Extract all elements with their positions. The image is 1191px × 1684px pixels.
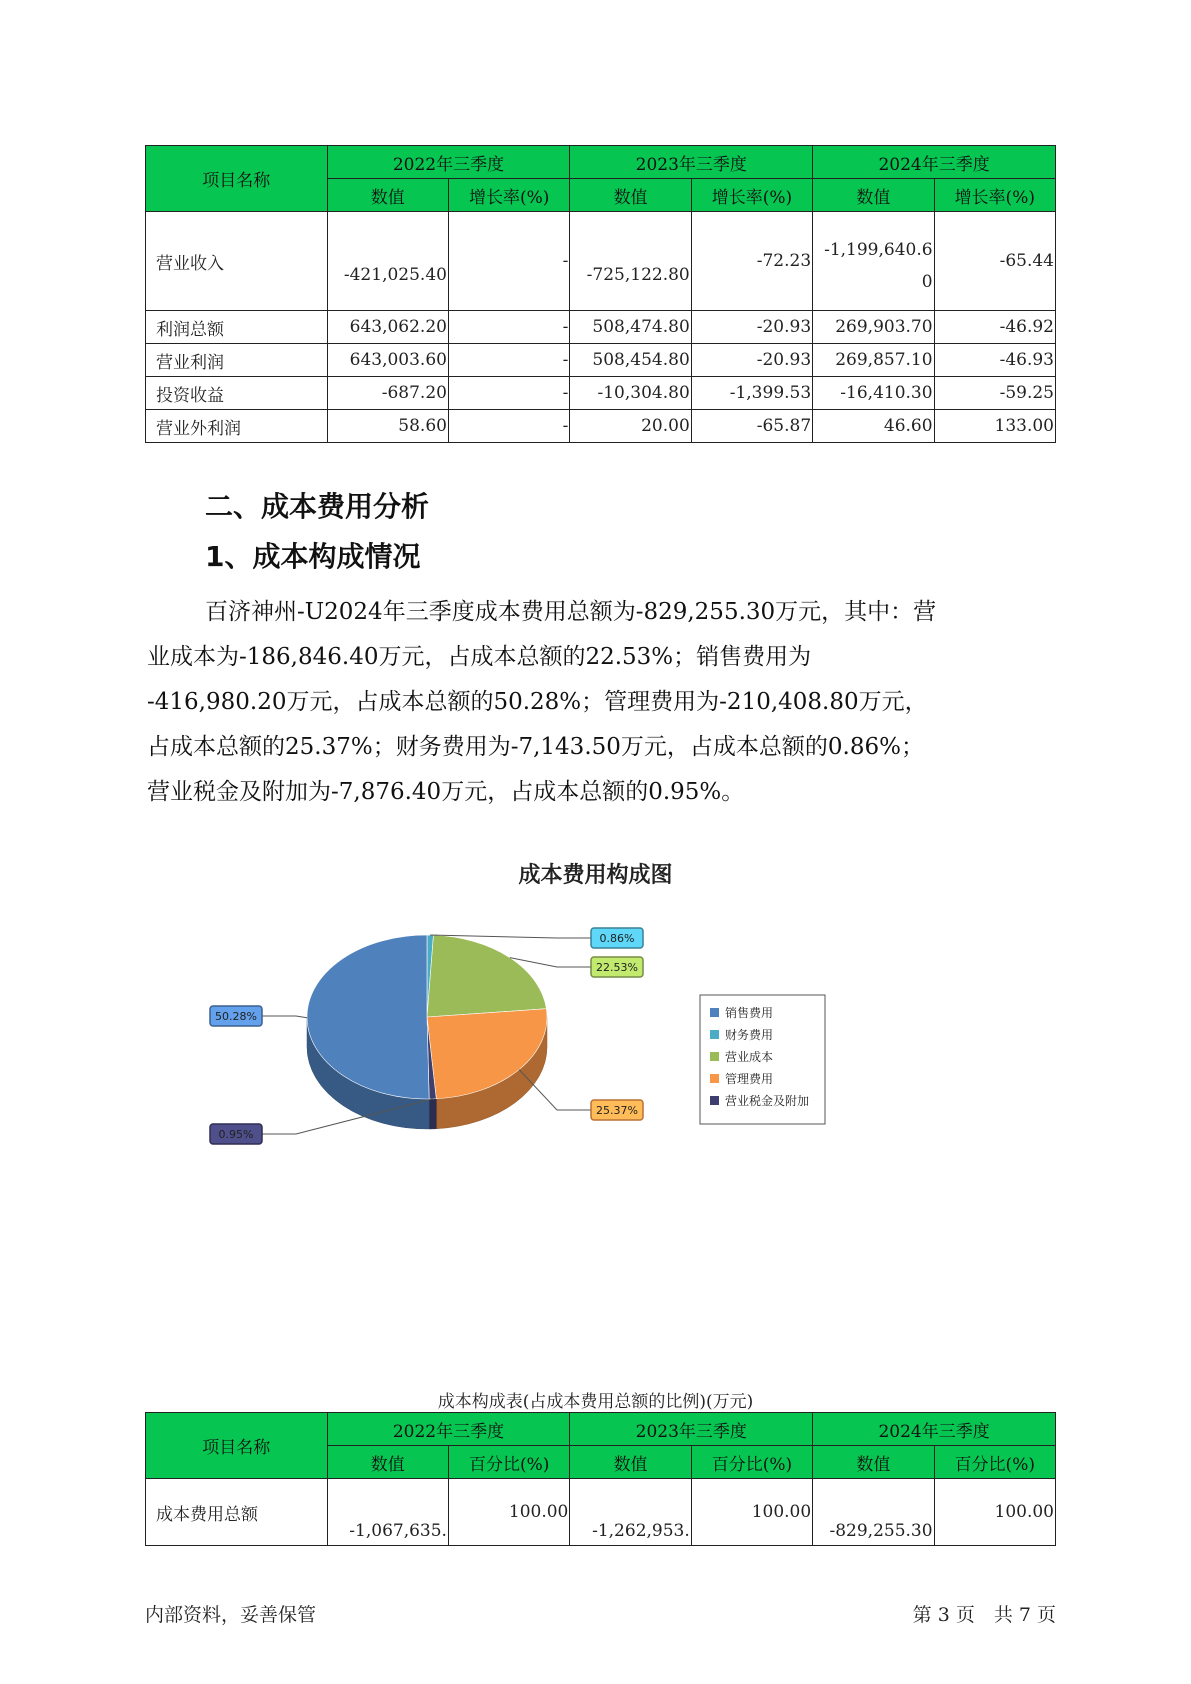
table-row: [146, 1479, 1056, 1546]
cell-growth: -: [448, 212, 569, 311]
cell-growth: -65.87: [691, 410, 812, 443]
header-growth: 增长率(%): [934, 179, 1055, 212]
cell-pct: 100.00: [691, 1479, 812, 1546]
row-name: 成本费用总额: [146, 1479, 328, 1546]
cell-value: 20.00: [570, 410, 691, 443]
pie-slice-side: [429, 1099, 436, 1129]
paragraph-line: 占成本总额的25.37%；财务费用为-7,143.50万元，占成本总额的0.86%；: [147, 734, 924, 760]
row-name: 利润总额: [146, 311, 328, 344]
cost-table: [145, 1412, 1056, 1546]
header-pct: 百分比(%): [448, 1446, 569, 1479]
cell-value: 46.60: [813, 410, 934, 443]
cell-growth: -: [448, 377, 569, 410]
cell-value: -16,410.30: [813, 377, 934, 410]
table-caption: 成本构成表(占成本费用总额的比例)(万元): [437, 1392, 754, 1412]
row-name: 营业收入: [146, 212, 328, 311]
header-growth: 增长率(%): [691, 179, 812, 212]
cell-value: 269,857.10: [813, 344, 934, 377]
data-label: 0.95%: [218, 1128, 254, 1141]
header-value: 数值: [813, 1446, 934, 1479]
cell-growth: -: [448, 344, 569, 377]
cell-growth: -: [448, 410, 569, 443]
cell-growth: -46.93: [934, 344, 1055, 377]
data-label: 0.86%: [599, 932, 635, 945]
data-label: 50.28%: [215, 1010, 257, 1023]
legend-swatch: [710, 1096, 719, 1105]
cell-value: 643,062.20: [327, 311, 448, 344]
paragraph-line: 营业税金及附加为-7,876.40万元，占成本总额的0.95%。: [147, 779, 745, 805]
data-label: 25.37%: [596, 1104, 638, 1117]
legend-label: 销售费用: [725, 1006, 774, 1020]
header-period: 2024年三季度: [813, 146, 1056, 179]
header-pct: 百分比(%): [691, 1446, 812, 1479]
cell-value: -1,199,640.60: [813, 212, 934, 311]
cell-growth: -59.25: [934, 377, 1055, 410]
header-growth: 增长率(%): [448, 179, 569, 212]
legend-swatch: [710, 1052, 719, 1061]
row-name: 营业利润: [146, 344, 328, 377]
legend-label: 财务费用: [725, 1028, 774, 1042]
legend-swatch: [710, 1008, 719, 1017]
cell-growth: 133.00: [934, 410, 1055, 443]
cell-growth: -20.93: [691, 344, 812, 377]
legend-swatch: [710, 1030, 719, 1039]
cell-growth: -72.23: [691, 212, 812, 311]
section-title: 二、成本费用分析: [205, 490, 430, 523]
header-value: 数值: [327, 179, 448, 212]
header-value: 数值: [327, 1446, 448, 1479]
header-period: 2024年三季度: [813, 1413, 1056, 1446]
callout-line: [262, 1016, 307, 1018]
cell-value: 269,903.70: [813, 311, 934, 344]
header-period: 2023年三季度: [570, 146, 813, 179]
header-period: 2023年三季度: [570, 1413, 813, 1446]
header-value: 数值: [570, 179, 691, 212]
cell-value: -10,304.80: [570, 377, 691, 410]
paragraph-line: 业成本为-186,846.40万元，占成本总额的22.53%；销售费用为: [147, 644, 812, 670]
cell-pct: 100.00: [448, 1479, 569, 1546]
subsection-title: 1、成本构成情况: [205, 540, 421, 573]
chart-title: 成本费用构成图: [518, 863, 673, 888]
footer-confidential: 内部资料，妥善保管: [145, 1604, 317, 1626]
paragraph-line: 百济神州-U2024年三季度成本费用总额为-829,255.30万元，其中：营: [205, 599, 937, 625]
cell-growth: -: [448, 311, 569, 344]
cell-value: -687.20: [327, 377, 448, 410]
cell-value: -725,122.80: [570, 212, 691, 311]
cell-value: 508,454.80: [570, 344, 691, 377]
data-label: 22.53%: [596, 961, 638, 974]
header-period: 2022年三季度: [327, 1413, 570, 1446]
header-item-name: 项目名称: [146, 1413, 328, 1479]
cell-value: 508,474.80: [570, 311, 691, 344]
cell-value: -829,255.30: [813, 1479, 934, 1546]
header-value: 数值: [570, 1446, 691, 1479]
header-pct: 百分比(%): [934, 1446, 1055, 1479]
cell-pct: 100.00: [934, 1479, 1055, 1546]
cell-growth: -46.92: [934, 311, 1055, 344]
cell-value: 643,003.60: [327, 344, 448, 377]
header-value: 数值: [813, 179, 934, 212]
paragraph-line: -416,980.20万元，占成本总额的50.28%；管理费用为-210,408.80万元，: [147, 689, 928, 715]
cell-growth: -20.93: [691, 311, 812, 344]
callout-line: [510, 958, 591, 967]
legend-label: 管理费用: [725, 1072, 774, 1086]
row-name: 营业外利润: [146, 410, 328, 443]
legend-label: 营业成本: [725, 1050, 774, 1064]
page-number: 第 3 页 共 7 页: [912, 1604, 1056, 1626]
header-item-name: 项目名称: [146, 146, 328, 212]
cell-value: -421,025.40: [327, 212, 448, 311]
cell-value: -1,067,635.: [327, 1479, 448, 1546]
header-period: 2022年三季度: [327, 146, 570, 179]
cell-value: 58.60: [327, 410, 448, 443]
cell-value: -1,262,953.: [570, 1479, 691, 1546]
legend-label: 营业税金及附加: [725, 1094, 810, 1108]
pie-slice: [427, 935, 546, 1017]
legend-swatch: [710, 1074, 719, 1083]
cell-growth: -1,399.53: [691, 377, 812, 410]
cell-growth: -65.44: [934, 212, 1055, 311]
row-name: 投资收益: [146, 377, 328, 410]
